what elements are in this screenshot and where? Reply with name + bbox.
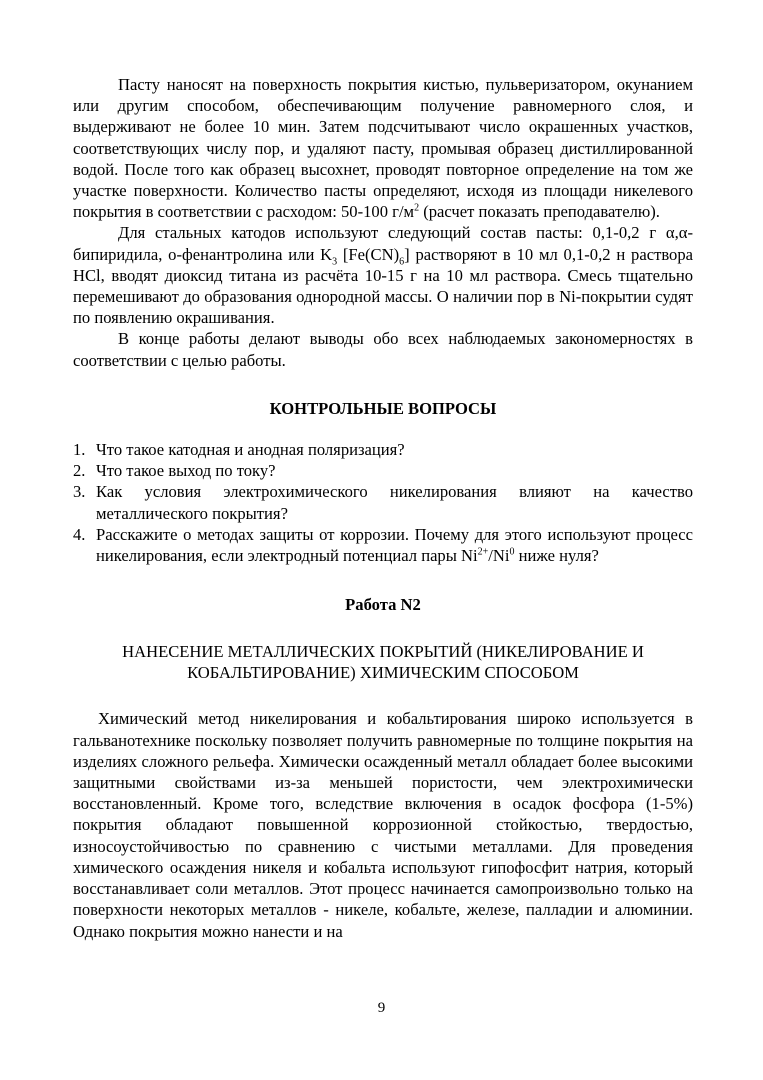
- superscript: 0: [509, 546, 515, 558]
- list-item-number: 3.: [73, 482, 86, 502]
- list-item-text: ниже нуля?: [514, 546, 599, 566]
- list-item-text: Как условия электрохимического никелирования влияют на качество металлического покрытия?: [96, 482, 693, 523]
- section-title: НАНЕСЕНИЕ МЕТАЛЛИЧЕСКИХ ПОКРЫТИЙ (НИКЕЛИРОВАНИЕ И КОБАЛЬТИРОВАНИЕ) ХИМИЧЕСКИМ СПОСОБОМ: [122, 642, 644, 683]
- paragraph-text: ] растворяют в 10 мл 0,1-0,2 н раствора HCl, вводят диоксид титана из расчёта 10-15 г на 10 мл раствора. Смесь тщательно перемешивают до образования однородной массы. О наличии пор в Ni-покрытии судят по появлению окрашивания.: [73, 244, 693, 328]
- questions-list: [73, 439, 693, 566]
- list-item-number: 2.: [73, 461, 86, 481]
- paragraph-paste-application: [73, 74, 693, 222]
- list-item-number: 4.: [73, 524, 86, 544]
- paragraph-text: Пасту наносят на поверхность покрытия кистью, пульверизатором, окунанием или другим способом, обеспечивающим получение равномерного слоя, и выдерживают не более 10 мин. Затем подсчитывают число окрашенных участков, соответствующих числу пор, и удаляют пасту, промывая образец дистиллированной водой. После того как образец высохнет, проводят повторное определение на том же участке поверхности. Количество пасты определяют, исходя из площади никелевого покрытия в соответствии с расходом: 50-100 г/м: [73, 75, 693, 222]
- paragraph-conclusions: В конце работы делают выводы обо всех наблюдаемых закономерностях в соответствии с целью работы.: [73, 329, 693, 370]
- superscript: 2+: [477, 546, 489, 558]
- list-item-text: Что такое катодная и анодная поляризация?: [96, 440, 405, 460]
- work-title: Работа N2: [345, 595, 421, 615]
- paragraph-text: (расчет показать преподавателю).: [419, 202, 660, 222]
- subscript: 3: [332, 255, 338, 267]
- list-item-text: Расскажите о методах защиты от коррозии. Почему для этого используют процесс никелирования, если электродный потенциал пары Ni: [96, 524, 693, 566]
- list-item-text: Что такое выход по току?: [96, 461, 276, 481]
- list-item: [73, 524, 693, 566]
- control-questions-heading: КОНТРОЛЬНЫЕ ВОПРОСЫ: [269, 398, 497, 418]
- paragraph-paste-composition: [73, 222, 693, 328]
- paragraph-text: Для стальных катодов используют следующий состав пасты: 0,1-0,2 г α,α-бипиридила, о-фенантролина или K: [73, 223, 693, 264]
- page-number: 9: [377, 1000, 386, 1016]
- list-item: [73, 460, 693, 481]
- list-item-number: 1.: [73, 440, 86, 460]
- paragraph-text: [Fe(CN): [337, 244, 400, 264]
- paragraph-chemical-method: Химический метод никелирования и кобальтирования широко используется в гальванотехнике поскольку позволяет получить равномерные по толщине покрытия на изделиях сложного рельефа. Химически осажденный металл обладает более высокими защитными свойствами из-за меньшей пористости, чем электрохимически восстановленный. Кроме того, вследствие включения в осадок фосфора (1-5%) покрытия обладают повышенной коррозионной стойкостью, твердостью, износоустойчивостью по сравнению с чистыми металлами. Для проведения химического осаждения никеля и кобальта используют гипофосфит натрия, который восстанавливает соли металлов. Этот процесс начинается самопроизвольно только на поверхности некоторых металлов - никеле, кобальте, железе, палладии и алюминии. Однако покрытия можно нанести и на: [73, 709, 693, 941]
- list-item: [73, 439, 693, 460]
- subscript: 6: [399, 255, 405, 267]
- superscript: 2: [414, 202, 420, 214]
- list-item: [73, 481, 693, 523]
- list-item-text: /Ni: [488, 546, 510, 566]
